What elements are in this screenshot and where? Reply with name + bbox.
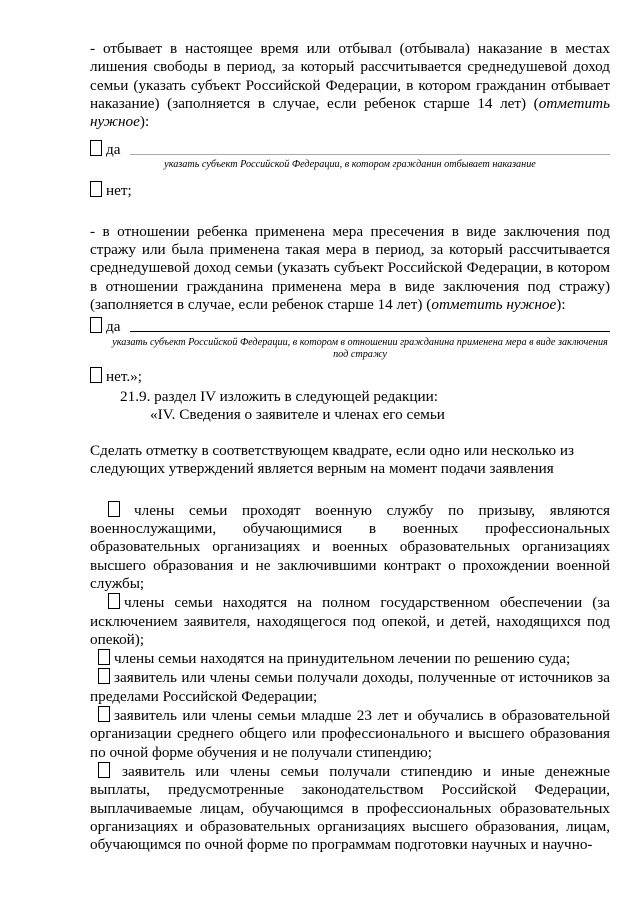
checklist bbox=[90, 501, 610, 855]
checkbox[interactable] bbox=[98, 668, 110, 684]
imprisonment-yes-checkbox[interactable] bbox=[90, 140, 102, 156]
custody-no-checkbox[interactable] bbox=[90, 367, 102, 383]
instruction-text: Сделать отметку в соответствующем квадрате, если одно или несколько из следующих утверждений является верным на момент подачи заявления bbox=[90, 442, 574, 478]
checklist-item: заявитель или члены семьи младше 23 лет и обучались в образовательной организации среднего общего или профессионального и высшего образования по очной форме обучения и не получали стипендию; bbox=[90, 707, 610, 761]
checklist-item: члены семьи находятся на полном государственном обеспечении (за исключением заявителя, находящегося под опекой, и детей, находящихся под опекой); bbox=[90, 594, 610, 648]
yes-label: да bbox=[106, 318, 121, 336]
checklist-item: заявитель или члены семьи получали стипендию и иные денежные выплаты, предусмотренные законодательством Российской Федерации, выплачиваемые лицам, обучающимся в профессиональных образовательных организациях и образовательных организациях высшего образования, лицам, обучающимся по очной форме по программам подготовки научных и научно- bbox=[90, 762, 610, 854]
checkbox[interactable] bbox=[108, 501, 120, 517]
checklist-item: заявитель или члены семьи получали доходы, полученные от источников за пределами Российской Федерации; bbox=[90, 669, 610, 705]
checklist-item: члены семьи проходят военную службу по призыву, являются военнослужащими, обучающимися в военных профессиональных образовательных организациях и военных образовательных организациях высшего образования и не заключившими контракт о прохождении военной службы; bbox=[90, 501, 610, 592]
imprisonment-region-hint: указать субъект Российской Федерации, в котором гражданин отбывает наказание bbox=[164, 159, 536, 171]
no-label: нет; bbox=[106, 182, 132, 200]
imprisonment-paragraph: - отбывает в настоящее время или отбывал (отбывала) наказание в местах лишения свободы в период, за который рассчитывается среднедушевой доход семьи (указать субъект Российской Федерации, в котором гражданин отбывает наказание) (заполняется в случае, если ребенок старше 14 лет) (отметить нужное): bbox=[90, 40, 610, 131]
custody-paragraph: - в отношении ребенка применена мера пресечения в виде заключения под стражу или была применена такая мера в период, за который рассчитывается среднедушевой доход семьи (указать субъект Российской Федерации, в котором в отношении гражданина применена мера в виде заключения под стражу) (заполняется в случае, если ребенок старше 14 лет) (отметить нужное): bbox=[90, 222, 610, 313]
answer-line[interactable] bbox=[130, 154, 610, 155]
imprisonment-yes-option bbox=[90, 140, 610, 160]
document-page bbox=[90, 40, 610, 854]
checkbox[interactable] bbox=[98, 762, 110, 778]
custody-yes-checkbox[interactable] bbox=[90, 317, 102, 333]
imprisonment-no-option bbox=[90, 181, 610, 200]
custody-yes-option bbox=[90, 317, 610, 337]
yes-label: да bbox=[106, 141, 121, 159]
custody-region-hint: указать субъект Российской Федерации, в котором в отношении гражданина применена мера в виде заключения под стражу bbox=[112, 337, 608, 361]
no-label: нет.»; bbox=[106, 368, 142, 386]
answer-line[interactable] bbox=[130, 331, 610, 332]
custody-no-option bbox=[90, 367, 610, 386]
imprisonment-no-checkbox[interactable] bbox=[90, 181, 102, 197]
checkbox[interactable] bbox=[98, 649, 110, 665]
checkbox[interactable] bbox=[98, 706, 110, 722]
checklist-item: члены семьи находятся на принудительном лечении по решению суда; bbox=[90, 649, 610, 668]
checkbox[interactable] bbox=[108, 593, 120, 609]
section-title: «IV. Сведения о заявителе и членах его семьи bbox=[150, 405, 445, 423]
amendment-clause: 21.9. раздел IV изложить в следующей редакции: bbox=[120, 387, 438, 405]
